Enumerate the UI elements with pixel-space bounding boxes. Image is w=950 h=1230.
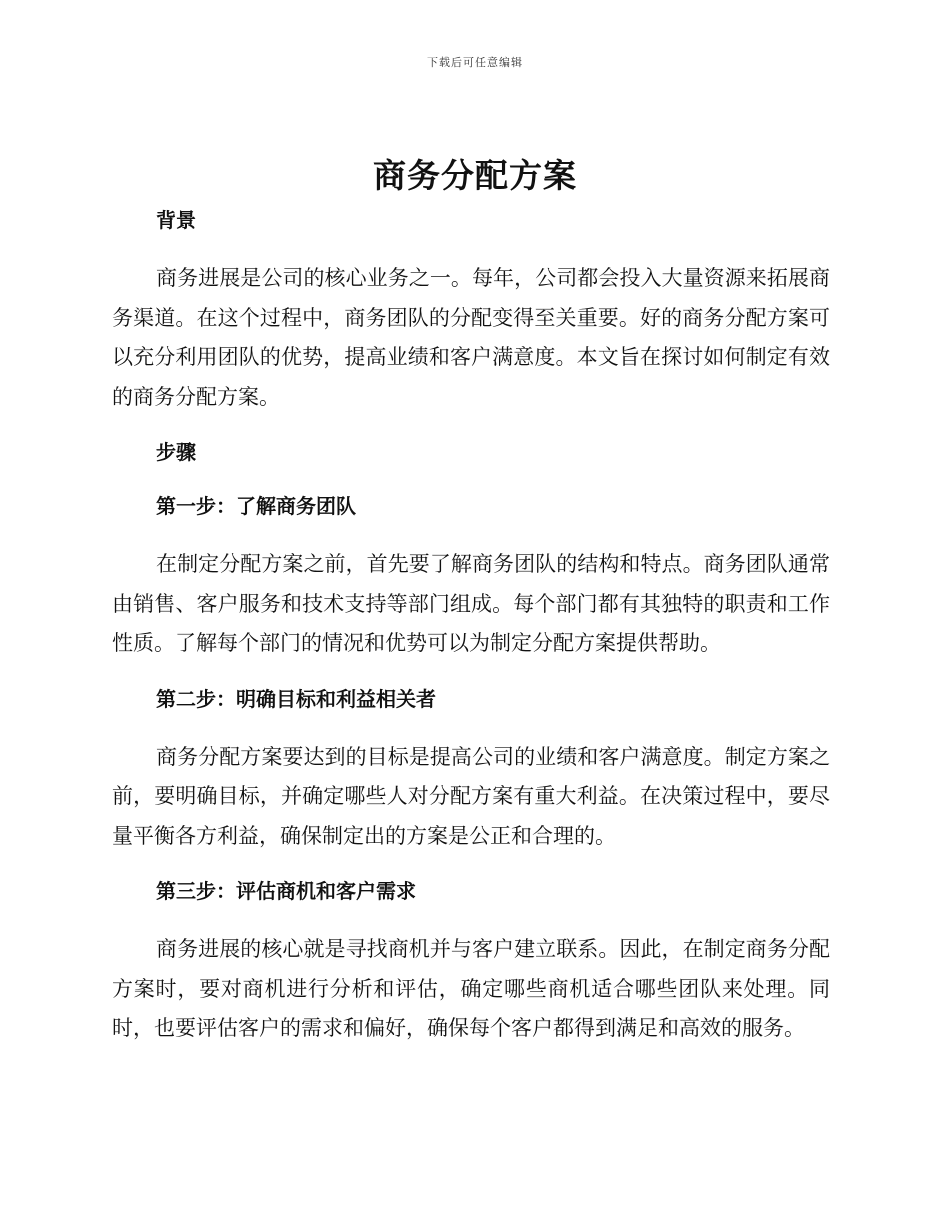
document-title: 商务分配方案 [373, 156, 577, 195]
section-heading-background: 背景 [156, 208, 196, 232]
step3-heading: 第三步：评估商机和客户需求 [156, 879, 416, 903]
page-header-note: 下载后可任意编辑 [427, 56, 523, 69]
document-body [112, 205, 830, 1049]
step2-heading: 第二步：明确目标和利益相关者 [156, 686, 436, 711]
background-paragraph: 商务进展是公司的核心业务之一。每年，公司都会投入大量资源来拓展商务渠道。在这个过程中，商务团队的分配变得至关重要。好的商务分配方案可以充分利用团队的优势，提高业绩和客户满意度。本文旨在探讨如何制定有效的商务分配方案。 [112, 266, 830, 409]
section-heading-steps: 步骤 [156, 440, 196, 464]
step2-paragraph: 商务分配方案要达到的目标是提高公司的业绩和客户满意度。制定方案之前，要明确目标，并确定哪些人对分配方案有重大利益。在决策过程中，要尽量平衡各方利益，确保制定出的方案是公正和合理的。 [112, 744, 830, 848]
step3-paragraph: 商务进展的核心就是寻找商机并与客户建立联系。因此，在制定商务分配方案时，要对商机进行分析和评估，确定哪些商机适合哪些团队来处理。同时，也要评估客户的需求和偏好，确保每个客户都得到满足和高效的服务。 [112, 937, 830, 1040]
step1-paragraph: 在制定分配方案之前，首先要了解商务团队的结构和特点。商务团队通常由销售、客户服务和技术支持等部门组成。每个部门都有其独特的职责和工作性质。了解每个部门的情况和优势可以为制定分配方案提供帮助。 [112, 552, 830, 655]
step1-heading: 第一步：了解商务团队 [156, 494, 356, 518]
